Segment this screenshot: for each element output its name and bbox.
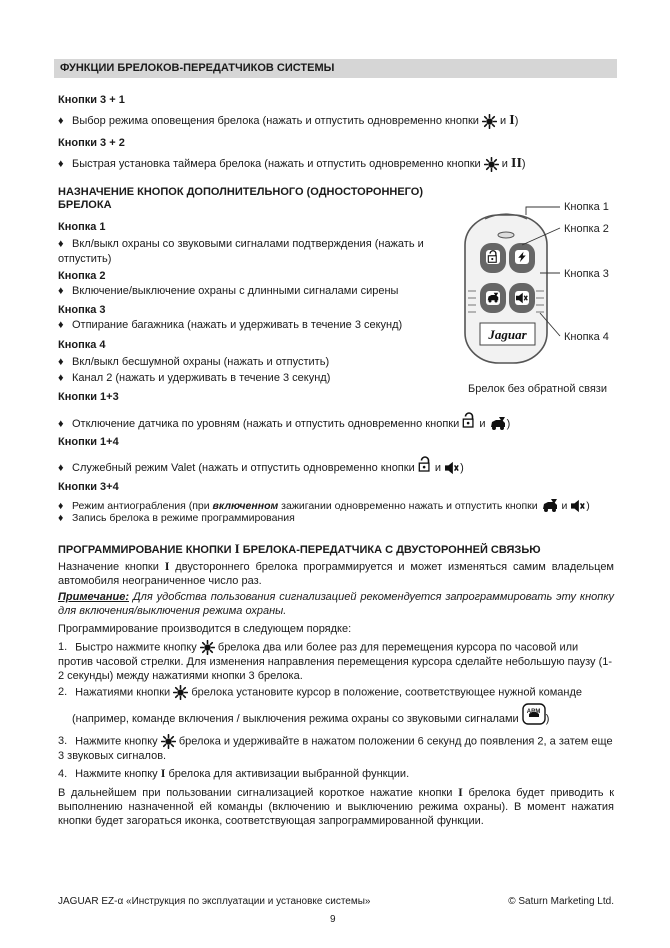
- arm-icon: ARM: [522, 703, 546, 725]
- section-title-line2: БРЕЛОКА: [58, 199, 112, 211]
- led-indicator: [498, 232, 514, 238]
- footer-copyright: © Saturn Marketing Ltd.: [508, 896, 614, 907]
- page-number: 9: [330, 914, 336, 925]
- fob-caption: Брелок без обратной связи: [468, 383, 607, 395]
- bullet-alert-mode: ♦ Выбор режима оповещения брелока (нажать и отпустить одновременно кнопки и I): [58, 113, 519, 128]
- heading-buttons-1-4: Кнопки 1+4: [58, 436, 119, 448]
- bullet-fob-programming: ♦ Запись брелока в режиме программирования: [58, 512, 295, 524]
- paragraph-usage: В дальнейшем при пользовании сигнализацией короткое нажатие кнопки I брелока будет приводить к выполнению назначенной ей команды (включению и выключению режима охраны). В момент нажатия кнопки будет загораться иконка, соответствующая запрограммированной функции.: [58, 785, 615, 827]
- bullet-button-4b: ♦ Канал 2 (нажать и удерживать в течение 3 секунд): [58, 372, 331, 384]
- star-icon: [484, 157, 499, 172]
- button-glyph: II: [511, 156, 522, 171]
- heading-button-2: Кнопка 2: [58, 270, 106, 282]
- star-icon: [482, 114, 497, 129]
- fob-label-1: Кнопка 1: [564, 201, 609, 213]
- bullet-button-2: ♦ Включение/выключение охраны с длинными сигналами сирены: [58, 285, 399, 297]
- mute-icon: [444, 461, 460, 475]
- leader-1: [526, 207, 560, 215]
- heading-button-1: Кнопка 1: [58, 221, 106, 233]
- heading-button-4: Кнопка 4: [58, 339, 106, 351]
- paragraph-note: Примечание: Для удобства пользования сигнализацией рекомендуется запрограммировать эту кнопку для включения/выключения режима охраны.: [58, 591, 615, 617]
- paragraph-assignment: Назначение кнопки I двустороннего брелока программируется и может изменяться самим владельцем автомобиля неограниченное число раз.: [58, 559, 614, 587]
- step-2: 2. Нажатиями кнопки брелока установите курсор в положение, соответствующее нужной команде: [58, 686, 583, 699]
- bullet-timer: ♦ Быстрая установка таймера брелока (нажать и отпустить одновременно кнопки и II): [58, 156, 526, 171]
- fob-label-4: Кнопка 4: [564, 331, 609, 343]
- lock-icon: [462, 412, 476, 428]
- step-1: 1. Быстро нажмите кнопку брелока два или более раз для перемещения курсора по часовой или против часовой стрелки. Для изменения направления перемещения курсора сделайте небольшую паузу (1-2 секунды) между нажатиями кнопки 3 брелока.: [58, 641, 613, 682]
- heading-buttons-1-3: Кнопки 1+3: [58, 391, 119, 403]
- step-4: 4. Нажмите кнопку I брелока для активизации выбранной функции.: [58, 766, 410, 780]
- button-glyph: I: [509, 113, 515, 128]
- star-icon: [161, 734, 176, 749]
- step-2-continuation: (например, команде включения / выключения режима охраны со звуковыми сигналами ARM ): [72, 712, 614, 726]
- mute-icon: [570, 499, 586, 513]
- section-title-programming: ПРОГРАММИРОВАНИЕ КНОПКИ I БРЕЛОКА-ПЕРЕДАТЧИКА С ДВУСТОРОННЕЙ СВЯЗЬЮ: [58, 541, 541, 556]
- bullet-button-4a: ♦ Вкл/выкл бесшумной охраны (нажать и отпустить): [58, 356, 330, 368]
- brand-name: Jaguar: [488, 327, 527, 342]
- car-icon: [489, 416, 507, 432]
- fob-label-2: Кнопка 2: [564, 223, 609, 235]
- bullet-buttons-1-3: ♦ Отключение датчика по уровням (нажать и отпустить одновременно кнопки и ): [58, 416, 510, 432]
- section-title: ФУНКЦИИ БРЕЛОКОВ-ПЕРЕДАТЧИКОВ СИСТЕМЫ: [60, 62, 335, 74]
- heading-buttons-3-4: Кнопки 3+4: [58, 481, 119, 493]
- bullet-buttons-1-4: ♦ Служебный режим Valet (нажать и отпустить одновременно кнопки и ): [58, 461, 464, 475]
- bullet-anti-hijack: ♦ Режим антиограбления (при включенном зажигании одновременно нажать и отпустить кнопки и ): [58, 498, 590, 514]
- lock-icon: [418, 456, 432, 472]
- keyfob-illustration: [460, 195, 620, 400]
- star-icon: [173, 685, 188, 700]
- step-3: 3. Нажмите кнопку брелока и удерживайте в нажатом положении 6 секунд до появления 2, а затем еще 3 звуковых сигналов.: [58, 735, 613, 762]
- section-title-line1: НАЗНАЧЕНИЕ КНОПОК ДОПОЛНИТЕЛЬНОГО (ОДНОСТОРОННЕГО): [58, 186, 423, 198]
- heading-button-3: Кнопка 3: [58, 304, 106, 316]
- bullet-button-1: ♦ Вкл/выкл охраны со звуковыми сигналами подтверждения (нажать и отпустить): [58, 238, 424, 265]
- heading-buttons-3-1: Кнопки 3 + 1: [58, 94, 125, 106]
- bullet-button-3: ♦ Отпирание багажника (нажать и удерживать в течение 3 секунд): [58, 319, 403, 331]
- note-label: Примечание:: [58, 591, 130, 603]
- star-icon: [200, 640, 215, 655]
- heading-buttons-3-2: Кнопки 3 + 2: [58, 137, 125, 149]
- car-icon: [541, 498, 559, 514]
- section-header-bar: [54, 59, 617, 78]
- footer-document-title: JAGUAR EZ-α «Инструкция по эксплуатации и установке системы»: [58, 896, 371, 907]
- fob-label-3: Кнопка 3: [564, 268, 609, 280]
- paragraph-procedure-intro: Программирование производится в следующем порядке:: [58, 623, 352, 635]
